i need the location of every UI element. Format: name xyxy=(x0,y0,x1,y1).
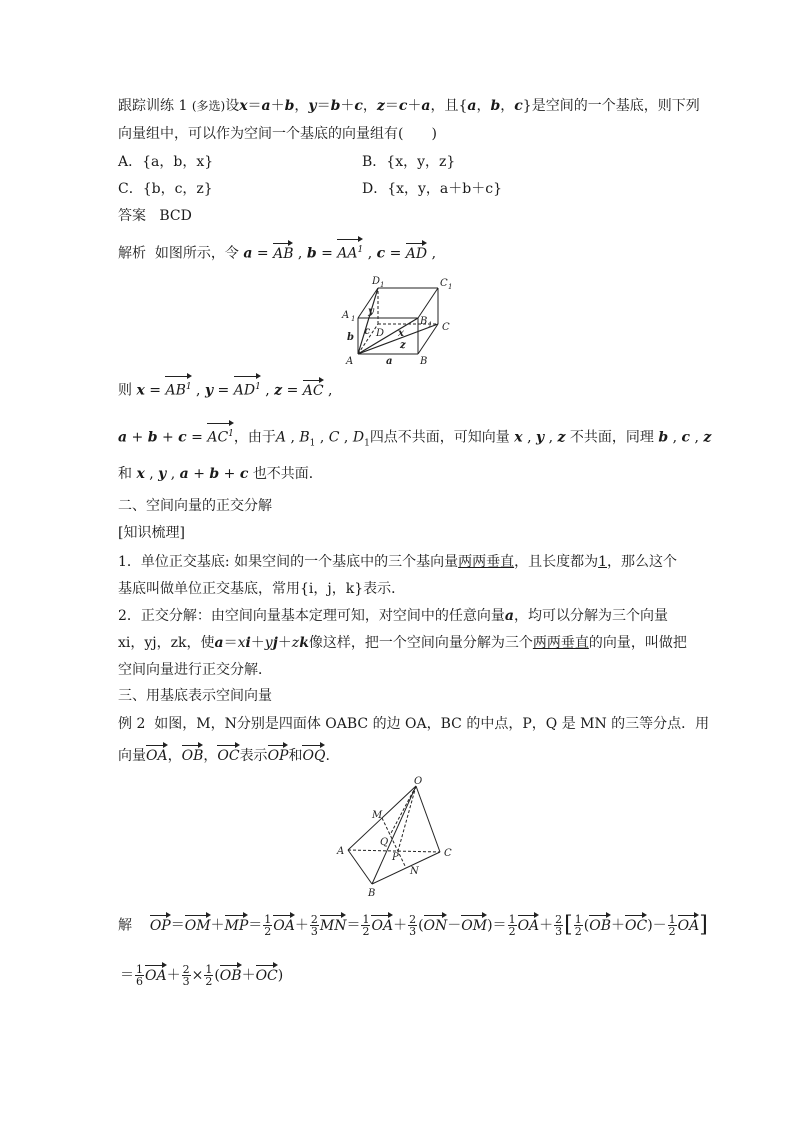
option-d: D．{x，y，a＋b＋c} xyxy=(362,181,502,197)
label-C1: C xyxy=(440,278,448,289)
label-b: b xyxy=(347,332,354,343)
example2-line2: 向量OA，OB，OC表示OP和OQ. xyxy=(118,748,330,764)
example2-line1: 例 2 如图，M，N分别是四面体 OABC 的边 OA，BC 的中点，P，Q 是 MN 的三等分点．用 xyxy=(118,716,710,732)
section3-heading: 三、用基底表示空间向量 xyxy=(118,688,272,704)
example-label: 例 2 xyxy=(118,716,146,732)
option-b: B．{x，y，z} xyxy=(362,154,456,170)
label-B: B xyxy=(420,356,428,367)
knowledge-heading: [知识梳理] xyxy=(118,525,185,541)
label-Q: Q xyxy=(380,837,389,848)
svg-text:1: 1 xyxy=(351,315,356,323)
answer-label: 答案 xyxy=(118,208,146,224)
section2-item1-line2: 基底叫做单位正交基底，常用{i，j，k}表示． xyxy=(118,581,406,597)
label-P: P xyxy=(392,852,399,863)
label-A: A xyxy=(337,846,345,857)
label-z: z xyxy=(400,340,406,351)
label-O: O xyxy=(414,776,423,787)
label-M: M xyxy=(372,810,383,821)
segment-OP xyxy=(398,786,416,851)
label-N: N xyxy=(410,866,419,877)
label-C: C xyxy=(442,322,450,333)
exercise-label: 跟踪训练 1 xyxy=(118,98,188,114)
solution-line-2: ＝ $\frac{1}{6}$ OA＋ $\frac{2}{3}$ × $\frac{1}{2}$ (OB＋OC) xyxy=(120,963,284,988)
analysis-para-3: 和 x , y , a + b + c 也不共面． xyxy=(118,466,323,482)
analysis-then: 则 $x = AB^1$ , $y = AD^1$ , z = AC , xyxy=(118,377,333,401)
label-D: D xyxy=(376,328,385,339)
section2-item2-line3: 空间向量进行正交分解． xyxy=(118,662,272,678)
section2-item2-line1: 2．正交分解：由空间向量基本定理可知，对空间中的任意向量a，均可以分解为三个向量 xyxy=(118,608,668,624)
section2-item1-line1: 1．单位正交基底: 如果空间的一个基底中的三个基向量两两垂直，且长度都为1，那么这个 xyxy=(118,554,677,570)
cube-figure xyxy=(338,272,468,370)
label-A1: A xyxy=(342,310,350,321)
edge-AB xyxy=(348,850,372,884)
exercise-line-1: 跟踪训练 1 (多选)设x＝a＋b，y＝b＋c，z＝c＋a，且{a，b，c}是空间的一个基底，则下列 xyxy=(118,98,700,114)
tetrahedron-figure xyxy=(334,776,466,900)
svg-text:1: 1 xyxy=(448,283,453,291)
section2-item2-line2: xi，yj，zk，使a＝xi＋yj＋zk像这样，把一个空间向量分解为三个两两垂直的向量，叫做把 xyxy=(118,635,687,651)
section2-heading: 二、空间向量的正交分解 xyxy=(118,498,272,514)
option-c: C．{b，c，z} xyxy=(118,181,213,197)
label-B: B xyxy=(368,888,376,899)
answer-line xyxy=(118,206,192,226)
label-x: x xyxy=(398,328,404,339)
answer-value: BCD xyxy=(159,208,192,224)
solution-line-1: 解 OP＝OM＋MP＝ $\frac{1}{2}$ OA＋ $\frac{2}{3}$ MN＝ $\frac{1}{2}$ OA＋ $\frac{2}{3}$ (ON－OM)＝ $\frac{1}{2}$ OA＋ $\frac{2}{3}$ [ $\frac{1}{2}$ (OB＋OC)－ $\frac{1}{2}$ OA] xyxy=(118,912,708,938)
analysis-label: 解析 xyxy=(118,245,146,262)
label-a: a xyxy=(386,356,393,367)
edge-B1C1 xyxy=(418,288,438,318)
option-a: A．{a，b，x} xyxy=(118,154,214,170)
analysis-intro: 解析 如图所示，令 a = AB , $b = AA^1$ , c = AD , xyxy=(118,240,436,264)
label-B1: B xyxy=(420,316,428,327)
svg-text:1: 1 xyxy=(380,281,385,289)
label-D1: D xyxy=(372,276,381,287)
label-y: y xyxy=(368,306,374,317)
exercise-line-2: 向量组中，可以作为空间一个基底的向量组有( ) xyxy=(118,126,437,142)
label-A: A xyxy=(346,356,354,367)
label-C: C xyxy=(444,848,452,859)
solution-label: 解 xyxy=(118,917,132,934)
label-c: c xyxy=(364,326,371,337)
svg-text:1: 1 xyxy=(428,321,433,329)
segment-OQ xyxy=(390,786,416,835)
edge-OC xyxy=(416,786,440,852)
analysis-para-2: $a + b + c = AC^1$，由于A , $B_1$ , C , $D_1$四点不共面，可知向量 x , y , z 不共面，同理 b , c , z xyxy=(118,424,711,453)
exercise-type: (多选) xyxy=(191,99,226,113)
